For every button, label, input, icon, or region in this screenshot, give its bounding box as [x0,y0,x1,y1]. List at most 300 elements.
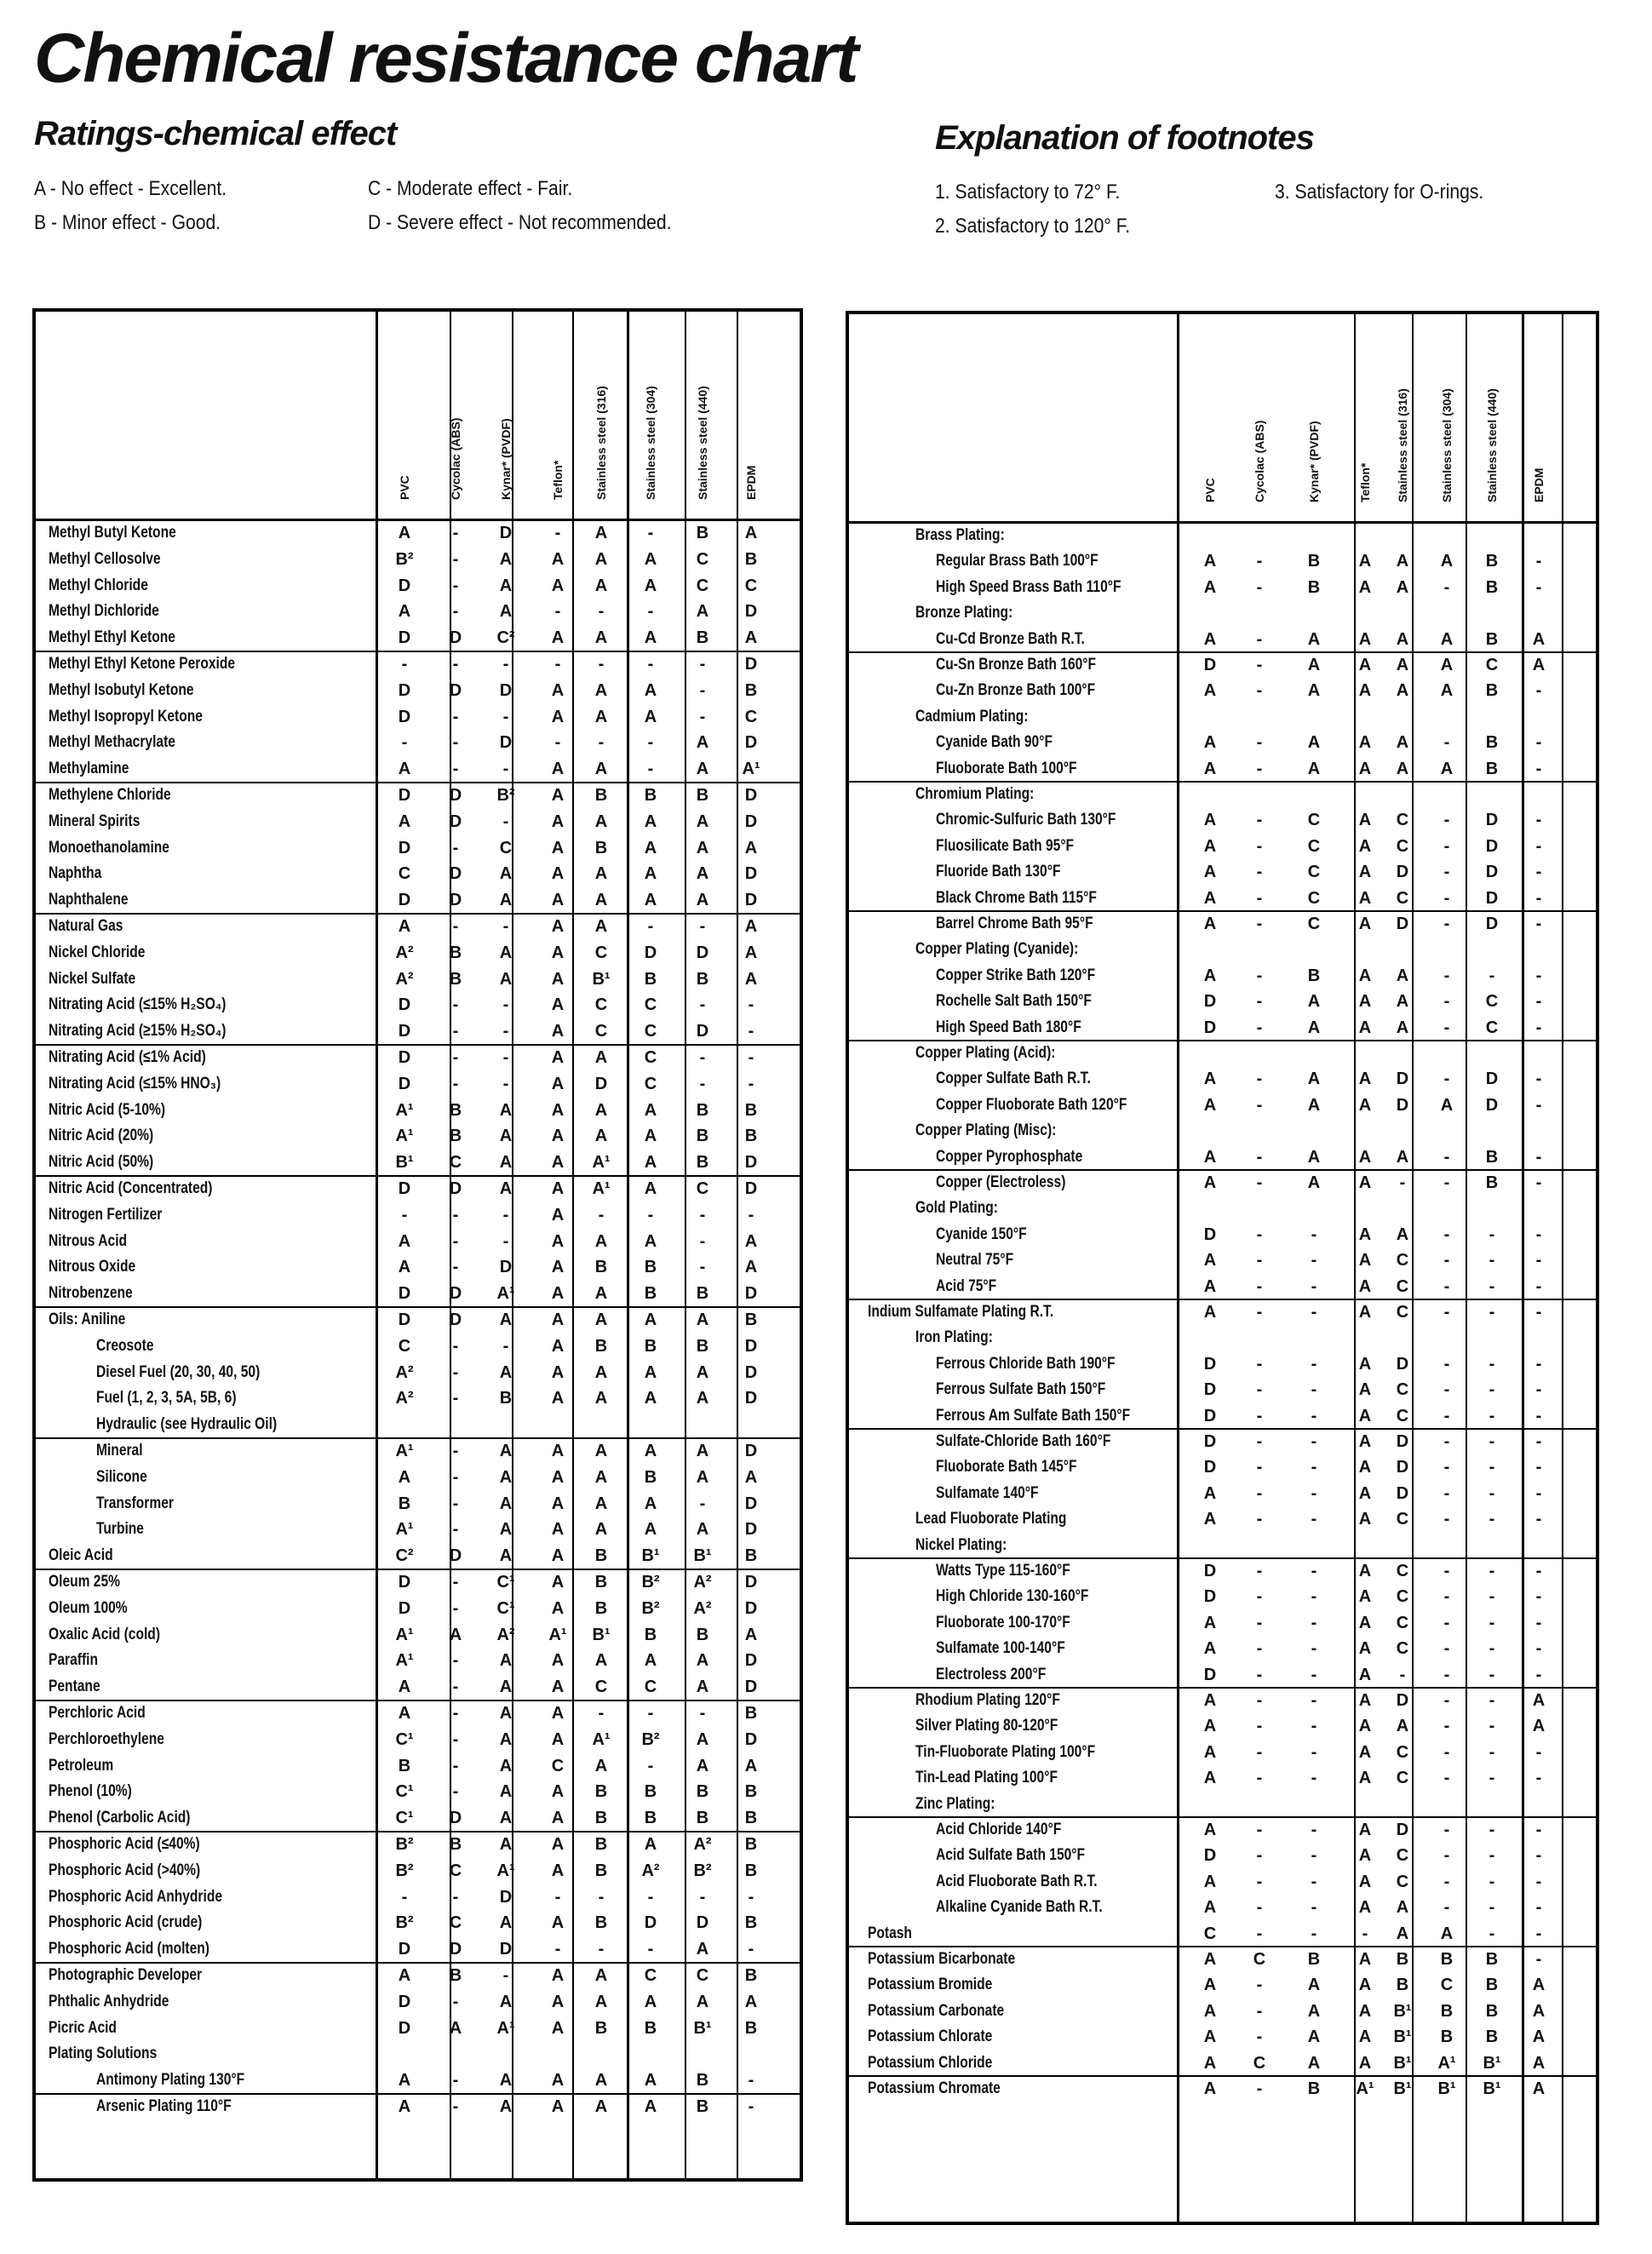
rating-cell: A [499,1782,513,1802]
table-row [849,1559,1596,1585]
rating-cell: B [696,1153,709,1173]
table-row [36,862,800,888]
table-row [36,1098,800,1125]
rating-cell: A [696,838,709,857]
rating-cell: - [1256,759,1263,778]
chemical-name: Transformer [96,1494,174,1512]
rating-cell: B [696,1336,709,1356]
rating-cell: C [1396,1380,1409,1400]
rating-cell: - [1256,863,1263,882]
rating-cell: - [699,1704,706,1723]
rating-cell: A¹ [548,1625,567,1644]
page-title: Chemical resistance chart [34,20,858,97]
rating-cell: C [1307,888,1321,908]
rating-cell: - [1535,1510,1542,1529]
table-row [36,679,800,705]
rating-cell: - [554,1940,561,1959]
chemical-name: High Chloride 130-160°F [936,1587,1089,1606]
rating-cell: - [1311,1303,1317,1322]
rating-cell: - [1256,1225,1263,1244]
rating-cell: A [696,1729,709,1749]
chemical-name: Copper Plating (Cyanide): [915,940,1079,959]
rating-cell: - [1311,1354,1317,1374]
rating-cell: A [1358,759,1372,778]
rating-cell: - [1535,915,1542,933]
rating-cell: - [1443,1898,1450,1918]
column-header-label: Cycolac (ABS) [1253,420,1266,502]
rating-cell: A [594,1992,608,2011]
rating-cell: - [1535,1898,1542,1918]
chemical-name: Nitric Acid (5-10%) [49,1100,166,1119]
table-row [36,1046,800,1072]
rating-cell: B [644,1625,657,1644]
rating-cell: - [401,1205,408,1225]
rating-cell: - [502,655,509,674]
rating-cell: D [398,786,411,805]
rating-cell: A [1307,733,1321,753]
chemical-name: Electroless 200°F [936,1665,1047,1683]
rating-cell: A [398,1467,411,1487]
table-row [36,1990,800,2016]
rating-cell: - [502,760,509,779]
rating-cell: D [499,1940,513,1959]
table-row [849,1689,1596,1714]
table-row [849,524,1596,549]
table-row [849,1714,1596,1740]
rating-cell: - [699,1048,706,1067]
rating-cell: A [1358,1562,1372,1580]
rating-d: D - Severe effect - Not recommended. [368,211,672,234]
table-row [36,1754,800,1781]
rating-cell: A [1358,1742,1372,1762]
column-header [1201,327,1219,514]
rating-cell: A¹ [395,1127,414,1146]
chemical-name: Black Chrome Bath 115°F [936,888,1097,907]
rating-cell: - [1256,1095,1263,1115]
rating-cell: - [1535,1483,1542,1503]
rating-cell: B [696,1625,709,1644]
column-header [1437,327,1456,514]
rating-cell: - [1489,1769,1495,1788]
rating-cell: A [594,1756,608,1775]
rating-cell: A [644,1835,657,1854]
rating-cell: B [398,1756,411,1775]
rating-cell: - [1311,1458,1317,1477]
table-row [36,1255,800,1282]
rating-cell: A [594,2071,608,2091]
rating-cell: - [1311,1872,1317,1891]
rating-cell: - [1311,1406,1317,1425]
rating-cell: A [1358,1846,1372,1866]
chemical-name: Perchloric Acid [49,1704,146,1722]
rating-cell: D [398,628,411,648]
rating-cell: D [1203,1018,1217,1037]
rating-cell: - [1256,1639,1263,1659]
rating-cell: - [1443,1587,1450,1607]
rating-cell: C¹ [496,1573,515,1592]
rating-cell: A [644,2071,657,2091]
chemical-name: Methyl Cellosolve [49,549,161,568]
rating-cell: B [696,969,709,989]
rating-cell: C [1253,2053,1266,2073]
rating-cell: A [696,1311,709,1329]
rating-cell: C [1396,836,1409,856]
rating-cell: B [644,1809,657,1828]
rating-cell: A [1396,1147,1409,1167]
rating-cell: B [696,1100,709,1120]
rating-cell: - [699,1887,706,1907]
column-header-label: Teflon* [551,460,565,500]
rating-cell: - [1256,1070,1263,1089]
rating-cell: B [1307,552,1321,571]
rating-cell: A [398,602,411,622]
rating-cell: A [1358,1251,1372,1270]
rating-cell: - [1489,1380,1495,1400]
rating-cell: D [1203,1458,1217,1477]
rating-cell: A [1358,1898,1372,1918]
rating-cell: A [1532,1976,1546,1995]
rating-cell: A [499,1520,513,1540]
rating-cell: D [644,943,657,962]
rating-cell: D [449,1940,462,1959]
rating-cell: D [744,786,758,805]
rating-cell: - [1443,733,1450,753]
rating-cell: - [748,995,754,1015]
rating-cell: A [499,1756,513,1775]
chemical-name: Creosote [96,1336,154,1355]
rating-cell: A [551,1074,565,1093]
rating-cell: - [452,1782,459,1802]
table-row [36,1361,800,1387]
rating-cell: C [1396,1251,1409,1270]
rating-cell: D [1203,1587,1217,1607]
rating-cell: A [696,1651,709,1671]
table-row [36,2068,800,2095]
rating-cell: A [551,1729,565,1749]
rating-cell: - [554,655,561,674]
rating-cell: A [499,1100,513,1120]
chemical-name: Nitrating Acid (≤1% Acid) [49,1048,206,1066]
rating-cell: A [644,1494,657,1513]
rating-cell: - [502,1022,509,1041]
chemical-name: Neutral 75°F [936,1251,1014,1270]
rating-cell: B [1485,577,1499,597]
rating-cell: - [1443,1769,1450,1788]
rating-cell: A¹ [1356,2079,1374,2098]
chemical-name: Methylamine [49,760,129,778]
chemical-name: Zinc Plating: [915,1794,995,1813]
rating-cell: A¹ [592,1179,611,1198]
rating-cell: A¹ [742,760,760,779]
chemical-name: Ferrous Am Sulfate Bath 150°F [936,1406,1131,1425]
table-row [849,1947,1596,1973]
rating-cell: D [398,891,411,910]
rating-cell: A [551,891,565,910]
rating-cell: D [398,1048,411,1067]
rating-cell: - [1311,1898,1317,1918]
rating-cell: - [748,1887,754,1907]
rating-cell: A [1203,681,1217,701]
table-row [849,2051,1596,2077]
rating-cell: - [699,995,706,1015]
rating-cell: - [401,655,408,674]
rating-cell: D [1396,863,1409,882]
rating-cell: - [452,1678,459,1697]
rating-cell: C [1396,1872,1409,1891]
rating-cell: C [594,943,608,962]
rating-cell: - [1256,1018,1263,1037]
rating-cell: A [744,917,758,936]
table-row [36,1649,800,1675]
rating-cell: A [696,1520,709,1540]
chemical-name: Acid Fluoborate Bath R.T. [936,1872,1098,1890]
rating-cell: A [696,1992,709,2011]
rating-cell: - [647,1887,654,1907]
table-row [849,1041,1596,1067]
rating-cell: A [696,1442,709,1460]
chemical-name: Sulfate-Chloride Bath 160°F [936,1432,1111,1450]
rating-cell: C [1485,1018,1499,1037]
rating-cell: A [644,576,657,595]
rating-cell: A [744,969,758,989]
rating-cell: D [744,655,758,674]
column-header-label: Kynar* (PVDF) [499,418,513,500]
rating-cell: D [499,1887,513,1907]
rating-cell: - [1535,1639,1542,1659]
chemical-name: Nickel Chloride [49,943,146,961]
chemical-name: Potassium Chloride [868,2053,993,2072]
rating-cell: C¹ [395,1809,414,1828]
rating-cell: A [1358,733,1372,753]
rating-cell: - [1535,1276,1542,1296]
rating-cell: A [1532,2001,1546,2021]
rating-cell: A [696,760,709,779]
rating-cell: A [1396,1225,1409,1244]
chemical-name: Oleum 100% [49,1598,128,1617]
rating-cell: A [398,1704,411,1723]
rating-cell: A¹ [496,1861,515,1880]
rating-cell: A [398,524,411,542]
rating-cell: A [1203,759,1217,778]
rating-cell: B [449,1835,462,1854]
rating-cell: - [502,1074,509,1093]
rating-cell: A [1396,992,1409,1012]
chemical-name: Fluoborate Bath 100°F [936,759,1077,777]
rating-cell: B [696,524,709,542]
table-row [36,1911,800,1937]
rating-cell: A [1358,629,1372,649]
rating-cell: C [696,1179,709,1198]
rating-cell: D [1485,811,1499,830]
rating-cell: D [398,1992,411,2011]
rating-cell: C [644,1966,657,1985]
rating-cell: - [1311,1717,1317,1736]
rating-cell: A [499,1835,513,1854]
rating-cell: B [696,1782,709,1802]
rating-cell: A [551,1704,565,1723]
table-row [36,1728,800,1754]
rating-cell: C [449,1861,462,1880]
table-row [36,1124,800,1150]
rating-cell: - [1362,1924,1368,1943]
rating-cell: - [1256,1717,1263,1736]
rating-cell: - [1443,1432,1450,1451]
rating-cell: - [1443,1821,1450,1839]
rating-cell: A² [496,1625,515,1644]
rating-cell: - [452,733,459,753]
chemical-name: Paraffin [49,1651,99,1670]
rating-cell: B [744,1913,758,1933]
rating-cell: A [1440,656,1454,674]
table-row [849,808,1596,834]
rating-cell: C [644,995,657,1015]
rating-cell: A [644,1389,657,1408]
rating-cell: A [1358,811,1372,830]
rating-cell: C² [496,628,515,648]
rating-cell: D [398,1022,411,1041]
rating-cell: A [551,1311,565,1329]
rating-cell: A [551,576,565,595]
rating-cell: B [594,1336,608,1356]
rating-cell: A [1203,1095,1217,1115]
chemical-name: Nitric Acid (50%) [49,1153,154,1172]
chemical-name: Phosphoric Acid Anhydride [49,1887,223,1906]
rating-cell: B [696,1809,709,1828]
chemical-name: Petroleum [49,1756,114,1775]
rating-cell: A [1396,577,1409,597]
chemical-name: High Speed Bath 180°F [936,1018,1081,1036]
rating-cell: A [744,524,758,542]
rating-cell: - [598,1205,605,1225]
rating-cell: B¹ [592,969,611,989]
rating-cell: - [1489,1691,1495,1710]
rating-cell: D [1485,836,1499,856]
rating-cell: C¹ [395,1782,414,1802]
rating-cell: C [1396,811,1409,830]
rating-cell: A [696,1467,709,1487]
chemical-name: Nitrogen Fertilizer [49,1205,163,1224]
rating-cell: - [1535,863,1542,882]
rating-cell: A [696,1678,709,1697]
rating-cell: A [594,812,608,831]
chemical-name: Copper Sulfate Bath R.T. [936,1070,1091,1088]
rating-cell: - [1535,1070,1542,1089]
rating-cell: A [398,2097,411,2116]
chemical-name: Nitric Acid (Concentrated) [49,1179,213,1197]
rating-cell: - [647,655,654,674]
table-row [849,1248,1596,1274]
table-row [36,1806,800,1832]
table-row [36,2095,800,2121]
rating-cell: - [647,524,654,542]
table-row [36,1072,800,1098]
rating-cell: C [499,838,513,857]
rating-cell: - [502,1048,509,1067]
rating-cell: A [744,628,758,648]
rating-cell: B² [641,1573,660,1592]
table-row [36,1832,800,1859]
rating-cell: A [1203,1742,1217,1762]
rating-cell: B² [395,1835,414,1854]
rating-cell: B¹ [1393,2079,1412,2098]
rating-cell: A [1203,836,1217,856]
rating-cell: A [551,812,565,831]
rating-cell: - [1256,1276,1263,1296]
rating-cell: B² [395,1913,414,1933]
rating-cell: A [1358,552,1372,571]
table-row [36,836,800,863]
rating-cell: - [1311,1742,1317,1762]
rating-cell: A [551,1205,565,1225]
rating-cell: A [696,733,709,753]
rating-cell: - [1535,1018,1542,1037]
rating-cell: A [594,576,608,595]
rating-cell: A [1307,2053,1321,2073]
rating-cell: A [1532,2079,1546,2098]
rating-cell: - [1535,1950,1542,1969]
rating-cell: A [1203,1976,1217,1995]
table-row [36,1859,800,1885]
rating-cell: A [1203,915,1217,933]
rating-cell: D [449,812,462,831]
rating-cell: A¹ [592,1153,611,1173]
rating-cell: C [1396,1639,1409,1659]
column-header [1529,327,1548,514]
table-row [849,989,1596,1015]
rating-cell: B [696,1284,709,1304]
rating-cell: B [1307,2079,1321,2098]
rating-cell: B [1485,1976,1499,1995]
rating-cell: A² [641,1861,660,1880]
rating-cell: C [449,1153,462,1173]
rating-cell: D [744,1362,758,1382]
rating-cell: A [499,969,513,989]
rating-cell: D [744,1389,758,1408]
chemical-name: Chromic-Sulfuric Bath 130°F [936,811,1116,829]
rating-cell: A [1396,759,1409,778]
rating-cell: A [1203,1950,1217,1969]
rating-cell: - [748,1940,754,1959]
rating-cell: A [499,1179,513,1198]
table-row [849,1973,1596,1999]
rating-cell: - [1535,681,1542,701]
chemical-name: Phosphoric Acid (≤40%) [49,1835,200,1853]
rating-cell: - [1489,1665,1495,1684]
table-row [849,549,1596,575]
rating-cell: D [499,1258,513,1277]
table-row [849,2077,1596,2102]
rating-cell: A [1532,1691,1546,1710]
table-row [849,1896,1596,1921]
rating-cell: A [1358,1225,1372,1244]
column-header-label: Teflon* [1358,462,1372,502]
rating-cell: - [452,1887,459,1907]
rating-cell: A [696,1940,709,1959]
rating-cell: D [1396,1070,1409,1089]
rating-cell: C [1396,1769,1409,1788]
rating-cell: - [1535,552,1542,571]
table-row [36,1701,800,1728]
chemical-name: Fuel (1, 2, 3, 5A, 5B, 6) [96,1389,237,1408]
rating-cell: - [1311,1380,1317,1400]
rating-cell: A [1396,681,1409,701]
rating-cell: A [1358,1769,1372,1788]
rating-cell: A [499,1442,513,1460]
rating-cell: - [1489,1562,1495,1580]
rating-cell: D [1203,1665,1217,1684]
rating-cell: A [398,812,411,831]
rating-cell: C [1307,836,1321,856]
